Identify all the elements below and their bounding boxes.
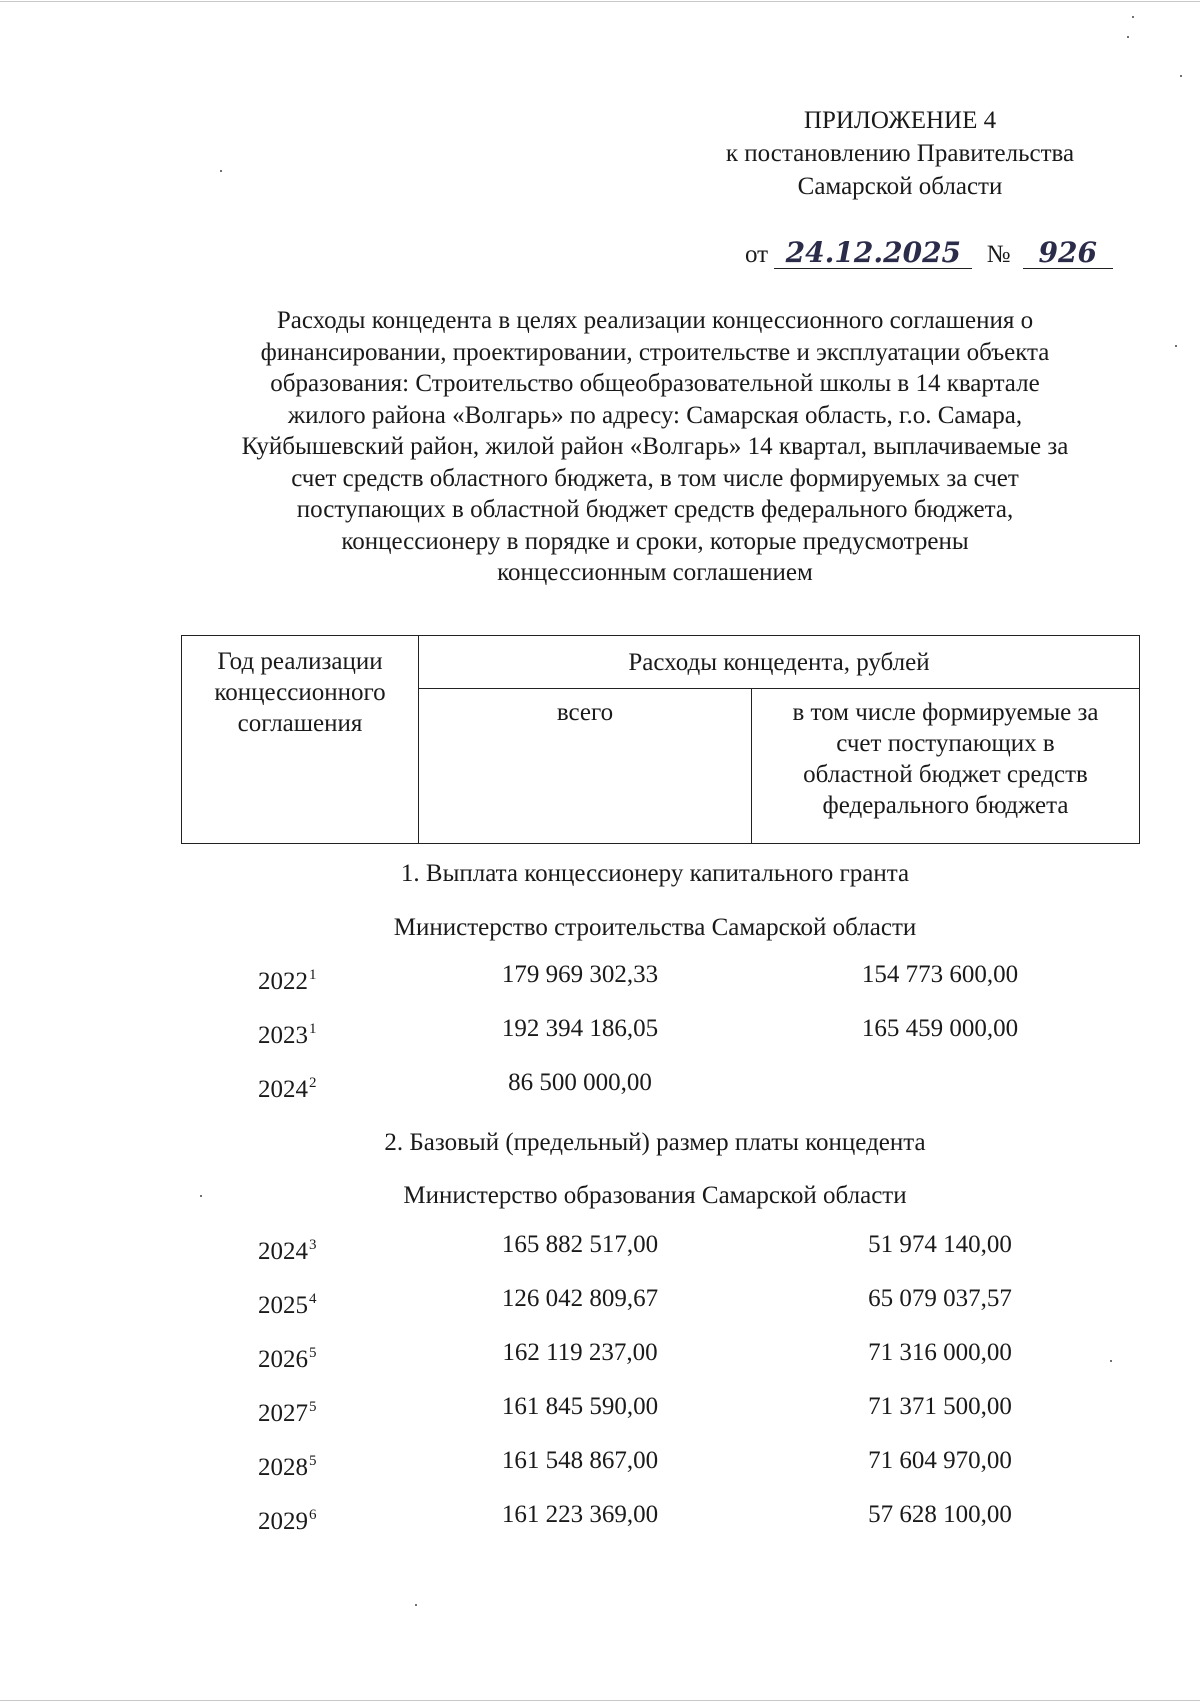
section-title: 2. Базовый (предельный) размер платы концедента xyxy=(384,1129,926,1156)
document-title xyxy=(170,305,1140,589)
row-year: 2023$^1$ xyxy=(258,1021,317,1049)
header-line: федерального бюджета xyxy=(822,792,1069,819)
row-federal: 71 604 970,00 xyxy=(868,1447,1012,1474)
year-column-header xyxy=(182,636,419,844)
row-total: 165 882 517,00 xyxy=(501,1231,659,1258)
header-line: областной бюджет средств xyxy=(803,761,1088,788)
table-row xyxy=(0,1497,1200,1533)
row-total: 162 119 237,00 xyxy=(502,1339,658,1366)
footnote-mark: 5 xyxy=(309,1453,317,1469)
row-total: 192 394 186,05 xyxy=(501,1015,659,1042)
footnote-mark: 5 xyxy=(309,1345,317,1361)
number-sign: № xyxy=(986,241,1011,268)
expenses-column-header: Расходы концедента, рублей xyxy=(419,636,1140,689)
title-line: образования: Строительство общеобразовательной школы в 14 квартале xyxy=(270,370,1040,397)
row-year: 2025$^4$ xyxy=(258,1291,317,1319)
title-line: жилого района «Волгарь» по адресу: Самарская область, г.о. Самара, xyxy=(287,401,1023,429)
table-row xyxy=(0,1065,1200,1101)
table-row xyxy=(0,1335,1200,1371)
section-ministry: Министерство образования Самарской области xyxy=(403,1182,907,1209)
footnote-mark: 4 xyxy=(309,1291,317,1307)
footnote-mark: 6 xyxy=(309,1507,317,1523)
table-row xyxy=(0,1227,1200,1263)
handwritten-number: 926 xyxy=(1023,238,1113,269)
row-year: 2026$^5$ xyxy=(258,1345,317,1373)
row-total: 161 548 867,00 xyxy=(501,1447,659,1474)
section-title: 1. Выплата концессионеру капитального гранта xyxy=(400,860,910,887)
appendix-title: ПРИЛОЖЕНИЕ 4 xyxy=(803,107,997,134)
title-line: концессионным соглашением xyxy=(497,559,813,586)
row-total: 161 845 590,00 xyxy=(501,1393,659,1420)
row-federal: 165 459 000,00 xyxy=(861,1015,1019,1042)
scan-edge-top xyxy=(0,1,1200,2)
scan-speck xyxy=(1127,36,1129,38)
title-line: счет средств областного бюджета, в том числе формируемых за счет xyxy=(291,464,1019,492)
table-row xyxy=(0,1389,1200,1425)
header-line: Год реализации xyxy=(217,648,383,675)
scan-speck xyxy=(220,170,222,172)
scan-speck xyxy=(1175,345,1177,347)
row-year: 2022$^1$ xyxy=(258,967,317,995)
scan-speck xyxy=(1132,16,1134,18)
handwritten-date: 24.12.2025 xyxy=(774,238,972,269)
date-prefix: от xyxy=(745,241,769,268)
scan-edge-bottom xyxy=(0,1700,1200,1701)
row-federal: 71 371 500,00 xyxy=(868,1393,1012,1420)
header-line: соглашения xyxy=(237,710,363,737)
row-total: 161 223 369,00 xyxy=(501,1501,659,1528)
row-federal: 71 316 000,00 xyxy=(868,1339,1012,1366)
appendix-line: к постановлению Правительства xyxy=(725,140,1075,167)
title-line: концессионеру в порядке и сроки, которые предусмотрены xyxy=(341,527,969,555)
appendix-header xyxy=(640,104,1160,203)
header-line: в том числе формируемые за xyxy=(792,699,1099,726)
row-total: 126 042 809,67 xyxy=(501,1285,659,1312)
row-year: 2024$^2$ xyxy=(258,1075,317,1103)
title-line: поступающих в областной бюджет средств федерального бюджета, xyxy=(296,496,1014,523)
section-ministry: Министерство строительства Самарской области xyxy=(393,914,917,941)
footnote-mark: 3 xyxy=(309,1237,317,1253)
row-year: 2024$^3$ xyxy=(258,1237,317,1265)
header-line: концессионного xyxy=(214,679,386,706)
footnote-mark: 5 xyxy=(309,1399,317,1415)
row-total: 179 969 302,33 xyxy=(501,961,659,988)
row-year: 2028$^5$ xyxy=(258,1453,317,1481)
federal-column-header xyxy=(752,689,1140,844)
title-line: Куйбышевский район, жилой район «Волгарь» 14 квартал, выплачиваемые за xyxy=(241,433,1069,460)
appendix-line: Самарской области xyxy=(797,173,1003,200)
title-line: Расходы концедента в целях реализации концессионного соглашения о xyxy=(276,307,1034,334)
table-row xyxy=(0,1443,1200,1479)
expenses-header-table xyxy=(181,635,1140,844)
table-row xyxy=(0,1011,1200,1047)
footnote-mark: 1 xyxy=(309,967,317,983)
scan-speck xyxy=(1180,75,1182,77)
row-total: 86 500 000,00 xyxy=(508,1069,652,1096)
footnote-mark: 2 xyxy=(309,1075,317,1091)
table-row xyxy=(0,957,1200,993)
footnote-mark: 1 xyxy=(309,1021,317,1037)
row-federal: 65 079 037,57 xyxy=(868,1285,1012,1312)
table-row xyxy=(0,1281,1200,1317)
decree-date-number xyxy=(745,238,1113,269)
row-federal: 57 628 100,00 xyxy=(868,1501,1012,1528)
row-year: 2029$^6$ xyxy=(258,1507,317,1535)
row-year: 2027$^5$ xyxy=(258,1399,317,1427)
row-federal: 51 974 140,00 xyxy=(868,1231,1012,1258)
header-line: счет поступающих в xyxy=(836,730,1055,757)
row-federal: 154 773 600,00 xyxy=(861,961,1019,988)
total-column-header: всего xyxy=(419,689,752,844)
title-line: финансировании, проектировании, строительстве и эксплуатации объекта xyxy=(260,338,1050,366)
scan-speck xyxy=(415,1604,417,1606)
